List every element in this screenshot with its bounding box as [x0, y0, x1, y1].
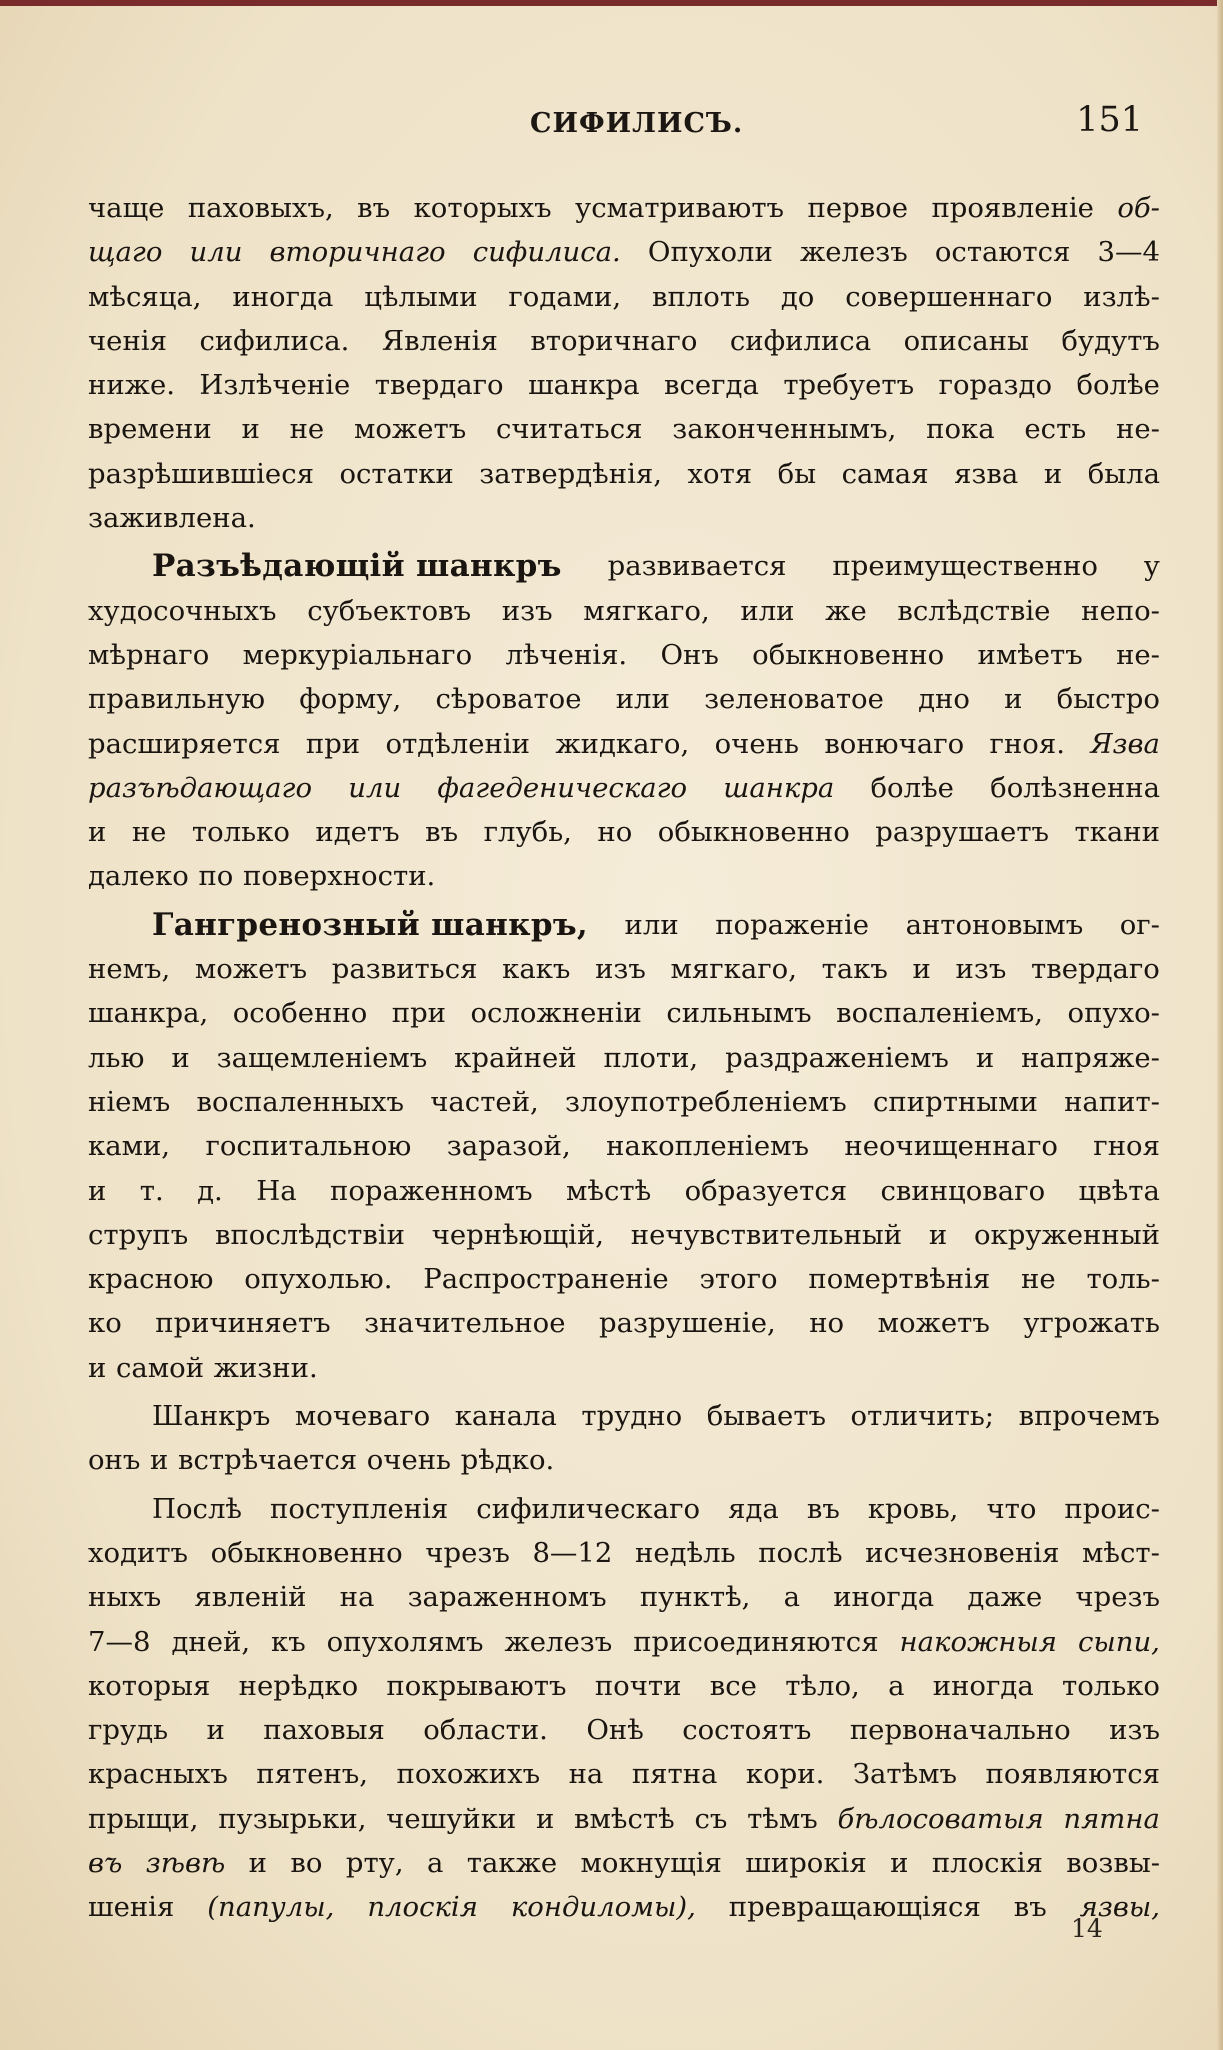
- text-line: ныхъ явленій на зараженномъ пунктѣ, а иногда даже чрезъ: [88, 1581, 1160, 1614]
- section-heading: Гангренозный шанкръ,: [152, 906, 589, 943]
- text-line: 7—8 дней, къ опухолямъ железъ присоединяются накожныя сыпи,: [88, 1625, 1160, 1658]
- text-line: шанкра, особенно при осложненіи сильнымъ воспаленіемъ, опухо-: [88, 997, 1160, 1030]
- text-line: расширяется при отдѣленіи жидкаго, очень вонючаго гноя. Язва: [88, 727, 1160, 760]
- text-line: и т. д. На пораженномъ мѣстѣ образуется свинцоваго цвѣта: [88, 1174, 1160, 1207]
- text-line: Гангренозный шанкръ, или пораженіе антоновымъ ог-: [88, 903, 1160, 947]
- text-line: и не только идетъ въ глубь, но обыкновенно разрушаетъ ткани: [88, 816, 1160, 849]
- text-line: прыщи, пузырьки, чешуйки и вмѣстѣ съ тѣмъ бѣлосоватыя пятна: [88, 1802, 1160, 1835]
- text-line: красныхъ пятенъ, похожихъ на пятна кори. Затѣмъ появляются: [88, 1758, 1160, 1791]
- text-line: худосочныхъ субъектовъ изъ мягкаго, или же вслѣдствіе непо-: [88, 594, 1160, 627]
- text-line: Послѣ поступленія сифилическаго яда въ кровь, что проис-: [152, 1492, 1160, 1525]
- text-line: далеко по поверхности.: [88, 860, 436, 893]
- text-line: ниже. Излѣченіе твердаго шанкра всегда требуетъ гораздо болѣе: [88, 369, 1160, 402]
- text-line: Шанкръ мочеваго канала трудно бываетъ отличить; впрочемъ: [152, 1400, 1160, 1433]
- text-line: ко причиняетъ значительное разрушеніе, но можетъ угрожать: [88, 1307, 1160, 1340]
- text-line: ками, госпитальною заразой, накопленіемъ неочищеннаго гноя: [88, 1130, 1160, 1163]
- text-line: ходитъ обыкновенно чрезъ 8—12 недѣль послѣ исчезновенія мѣст-: [88, 1536, 1160, 1569]
- text-line: лью и защемленіемъ крайней плоти, раздраженіемъ и напряже-: [88, 1041, 1160, 1074]
- text-line: разъѣдающаго или фагеденическаго шанкра болѣе болѣзненна: [88, 771, 1160, 804]
- page-right-edge: [1217, 0, 1223, 2050]
- text-line: которыя нерѣдко покрываютъ почти все тѣло, а иногда только: [88, 1669, 1160, 1702]
- text-line: струпъ впослѣдствіи чернѣющій, нечувствительный и окруженный: [88, 1218, 1160, 1251]
- text-line: немъ, можетъ развиться какъ изъ мягкаго, такъ и изъ твердаго: [88, 953, 1160, 986]
- text-line: грудь и паховыя области. Онѣ состоятъ первоначально изъ: [88, 1714, 1160, 1747]
- text-line: правильную форму, сѣроватое или зеленоватое дно и быстро: [88, 683, 1160, 716]
- text-line: ченія сифилиса. Явленія вторичнаго сифилиса описаны будутъ: [88, 324, 1160, 357]
- text-line: мѣсяца, иногда цѣлыми годами, вплоть до совершеннаго излѣ-: [88, 280, 1160, 313]
- text-line: чаще паховыхъ, въ которыхъ усматриваютъ первое проявленіе об-: [88, 192, 1160, 224]
- signature-mark: 14: [1071, 1914, 1103, 1943]
- text-line: заживлена.: [88, 502, 256, 535]
- body-text: [88, 186, 1160, 1930]
- text-line: ніемъ воспаленныхъ частей, злоупотребленіемъ спиртными напит-: [88, 1085, 1160, 1118]
- page-header: [90, 98, 1143, 148]
- text-line: разрѣшившіеся остатки затвердѣнія, хотя бы самая язва и была: [88, 457, 1160, 490]
- text-line: Разъѣдающій шанкръ развивается преимущественно у: [88, 544, 1160, 588]
- text-line: и самой жизни.: [88, 1351, 318, 1384]
- text-line: онъ и встрѣчается очень рѣдко.: [88, 1444, 555, 1477]
- text-line: шенія (папулы, плоскія кондиломы), превращающіяся въ язвы,: [88, 1891, 1160, 1924]
- page-number: 151: [1076, 100, 1143, 140]
- text-line: въ зѣвѣ и во рту, а также мокнущія широкія и плоскія возвы-: [88, 1846, 1160, 1879]
- text-line: времени и не можетъ считаться законченнымъ, пока есть не-: [88, 413, 1160, 446]
- running-title: СИФИЛИСЪ.: [530, 108, 744, 139]
- page-top-edge: [0, 0, 1223, 6]
- text-line: щаго или вторичнаго сифилиса. Опухоли железъ остаются 3—4: [88, 236, 1160, 269]
- section-heading: Разъѣдающій шанкръ: [152, 548, 562, 585]
- text-line: красною опухолью. Распространеніе этого помертвѣнія не толь-: [88, 1263, 1160, 1296]
- text-line: мѣрнаго меркуріальнаго лѣченія. Онъ обыкновенно имѣетъ не-: [88, 638, 1160, 671]
